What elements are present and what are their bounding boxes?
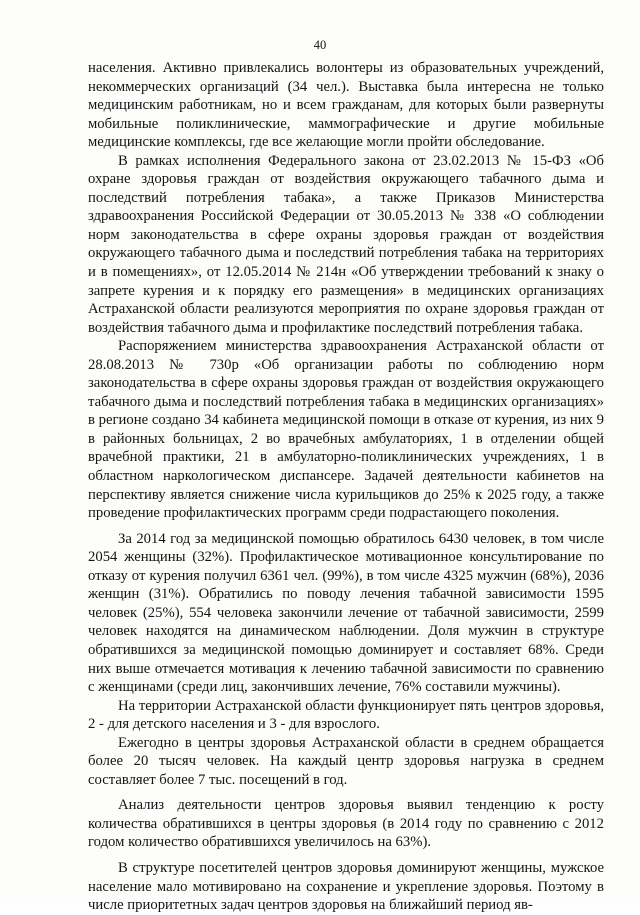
page-number: 40 xyxy=(313,38,327,52)
body-text xyxy=(88,59,604,915)
paragraph: На территории Астраханской области функционирует пять центров здоровья, 2 - для детского населения и 3 - для взрослого. xyxy=(88,697,604,733)
paragraph: Ежегодно в центры здоровья Астраханской области в среднем обращается более 20 тысяч человек. На каждый центр здоровья нагрузка в среднем составляет более 7 тыс. посещений в год. xyxy=(88,734,604,788)
paragraph: Анализ деятельности центров здоровья выявил тенденцию к росту количества обратившихся в центры здоровья (в 2014 году по сравнению с 2012 годом количество обратившихся увеличилось на 63%). xyxy=(88,797,604,851)
paragraph: Распоряжением министерства здравоохранения Астраханской области от 28.08.2013 № 730р «Об организации работы по соблюдению норм законодательства в сфере охраны здоровья граждан от воздействия окружающего табачного дыма и последствий потребления табака в медицинских организациях» в регионе создано 34 кабинета медицинской помощи в отказе от курения, из них 9 в районных больницах, 2 во врачебных амбулаториях, 1 в отделении общей врачебной практики, 21 в амбулаторно-поликлинических учреждениях, 1 в областном наркологическом диспансере. Задачей деятельности кабинетов на перспективу является снижение числа курильщиков до 25% к 2025 году, а также проведение профилактических программ среди подрастающего поколения. xyxy=(88,338,604,522)
paragraph: населения. Активно привлекались волонтеры из образовательных учреждений, некоммерческих организаций (34 чел.). Выставка была интересна не только медицинским работникам, но и всем гражданам, для которых были развернуты мобильные поликлинические, маммографические и другие мобильные медицинские комплексы, где все желающие могли пройти обследование. xyxy=(88,60,604,151)
paragraph: В рамках исполнения Федерального закона от 23.02.2013 № 15-ФЗ «Об охране здоровья граждан от воздействия окружающего табачного дыма и последствий потребления табака», а также Приказов Министерства здравоохранения Российской Федерации от 30.05.2013 № 338 «О соблюдении норм законодательства в сфере охраны здоровья граждан от воздействия окружающего табачного дыма и последствий потребления табака на территориях и в помещениях», от 12.05.2014 № 214н «Об утверждении требований к знаку о запрете курения и к порядку его размещения» в медицинских организациях Астраханской области реализуются мероприятия по охране здоровья граждан от воздействия табачного дыма и профилактике последствий потребления табака. xyxy=(88,152,604,336)
paragraph: За 2014 год за медицинской помощью обратилось 6430 человек, в том числе 2054 женщины (32%). Профилактическое мотивационное консультирование по отказу от курения получил 6361 чел. (99%), в том числе 4325 мужчин (68%), 2036 женщин (31%). Обратились по поводу лечения табачной зависимости 1595 человек (25%), 554 человека закончили лечение от табачной зависимости, 2599 человек находятся на динамическом наблюдении. Доля мужчин в структуре обратившихся за медицинской помощью доминирует и составляет 68%. Среди них выше отмечается мотивация к лечению табачной зависимости по сравнению с женщинами (среди лиц, закончивших лечение, 76% составили мужчины). xyxy=(88,530,604,696)
paragraph: В структуре посетителей центров здоровья доминируют женщины, мужское население мало мотивировано на сохранение и укрепление здоровья. Поэтому в числе приоритетных задач центров здоровья на ближайший период яв- xyxy=(88,859,604,914)
